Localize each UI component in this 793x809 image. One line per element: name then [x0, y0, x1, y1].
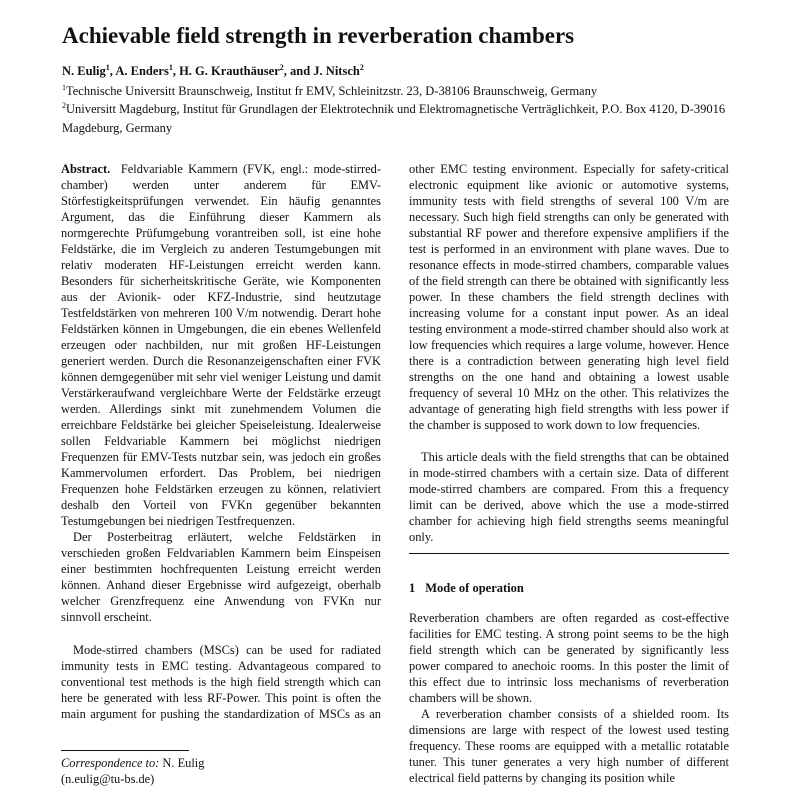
- left-column: [61, 161, 381, 722]
- abstract-label: Abstract.: [61, 162, 111, 176]
- section-paragraph: Reverberation chambers are often regarded as cost-effective facilities for EMC testing. A strong point seems to be the high field strength which can be generated by significantly less power compared to anechoic rooms. In this poster the limit of this effect due to intrinsic loss mechanisms of reverberation chambers will be shown.: [409, 611, 729, 705]
- section-heading: 1 Mode of operation: [409, 581, 524, 595]
- correspondence-label: Correspondence to:: [61, 756, 160, 770]
- section-body: [409, 610, 729, 786]
- affiliation: $^2$Universitt Magdeburg, Institut für Grundlagen der Elektrotechnik und Elektromagnetische Verträglichkeit, P.O. Box 4120, D-39016 Magdeburg, Germany: [62, 101, 726, 135]
- author: J. Nitsch$^2$: [313, 63, 364, 78]
- affiliation-list: [62, 82, 742, 137]
- section-paragraph: A reverberation chamber consists of a shielded room. Its dimensions are large with respect of the lowest used testing frequency. These rooms are equipped with a metallic rotatable tuner. This tuner generates a very high number of different electrical field patterns by changing its position while: [409, 707, 729, 785]
- abstract-paragraph: Der Posterbeitrag erläutert, welche Feldstärken in verschieden großen Feldvariablen Kammern beim Einspeisen einer bestimmten hochfrequenten Leistung erreicht werden können. Anhand dieser Ergebnisse wird aufgezeigt, oberhalb welcher Grenzfrequenz eine Anwendung von FVKn nur sinnvoll erscheint.: [61, 530, 381, 624]
- author: N. Eulig$^1$,: [62, 63, 116, 78]
- author: A. Enders$^1$,: [115, 63, 180, 78]
- author-list: [62, 63, 364, 79]
- intro-paragraph-continued: other EMC testing environment. Especially for safety-critical electronic equipment like avionic or automotive systems, immunity tests with field strengths of several 100 V/m are necessary. Such high field strengths can only be generated with substantial RF power and therefore expensive amplifiers if the test is performed in an environment with plane waves. Due to resonance effects in mode-stirred chambers, comparable values of the field strength can there be obtained with significantly less power. In these chambers the field strength declines with increasing volume for a constant input power. As an ideal testing environment a mode-stirred chamber should also work at low frequencies which requires a large volume, however. Hence there is a contradiction between generating high level field strengths on the one hand and obtaining a lowest usable frequency of several 10 MHz on the other. This relativizes the advantage of generating high field strengths with less power if the chamber is supposed to work down to low frequencies.: [409, 162, 729, 432]
- correspondence-footnote: [61, 755, 204, 787]
- intro-paragraph: This article deals with the field strengths that can be obtained in mode-stirred chambers with a certain size. Data of different mode-stirred chambers are compared. From this a frequency limit can be derived, above which the use a mode-stirred chamber for achieving high field strengths seems meaningful only.: [409, 450, 729, 544]
- affiliation: $^1$Technische Universitt Braunschweig, Institut fr EMV, Schleinitzstr. 23, D-38106 Braunschweig, Germany: [62, 83, 598, 98]
- right-column: [409, 161, 729, 545]
- author: H. G. Krauthäuser$^2$, and: [179, 63, 314, 78]
- correspondence-name: N. Eulig: [162, 756, 205, 770]
- section-divider: [409, 553, 729, 554]
- intro-paragraph: Mode-stirred chambers (MSCs) can be used for radiated immunity tests in EMC testing. Advantageous compared to conventional test methods is the high field strength which can here be generated with less RF-Power. This point is often the main argument for pushing the standardization of MSCs as an: [61, 643, 381, 721]
- correspondence-email: (n.eulig@tu-bs.de): [61, 772, 155, 786]
- footnote-divider: [61, 750, 189, 751]
- abstract-paragraph: Abstract. Feldvariable Kammern (FVK, engl.: mode-stirred-chamber) werden unter anderem für EMV-Störfestigkeitsprüfungen verwendet. Ein häufig genanntes Argument, das die Einführung dieser Kammern als normgerechte Prüfumgebung vorantreiben soll, ist eine hohe Feldstärke, die im Vergleich zu anderen Testumgebungen mit relativ moderaten HF-Leistungen erreicht werden kann. Besonders für sicherheitskritische Geräte, wie Komponenten aus der Avionik- oder KFZ-Industrie, sind heutzutage Testfeldstärken von mehreren 100 V/m notwendig. Derart hohe Feldstärken können in Umgebungen, die ein ebenes Wellenfeld erzeugen oder nachbilden, nur mit großen HF-Leistungen generiert werden. Durch die Resonanzeigenschaften einer FVK können demgegenüber mit sehr viel weniger Leistung und damit Verstärkeraufwand vergleichbare Werte der Feldstärke erzeugt werden. Allerdings sinkt mit zunehmendem Volumen die erreichbare Feldstärke bei gleicher Speiseleistung. Idealerweise sollen Feldvariable Kammern bei möglichst niedrigen Frequenzen für EMV-Tests nutzbar sein, was jedoch ein großes Kammervolumen erfordert. Das Problem, bei niedrigen Frequenzen hohe Feldstärken erzeugen zu können, relativiert deshalb den Vorteil von FVKn gegenüber bekannten Testumgebungen bei niedrigen Testfrequenzen.: [61, 162, 382, 528]
- paper-title: Achievable field strength in reverberation chambers: [62, 23, 575, 48]
